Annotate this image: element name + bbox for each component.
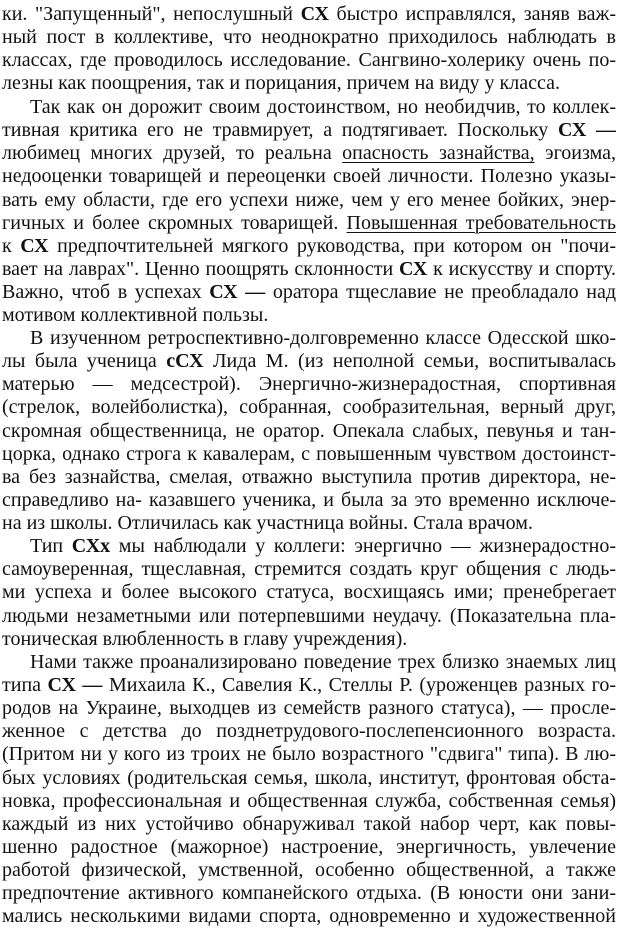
- text-line: новка, профессиональная и общественная служба, собственная семья): [2, 790, 616, 812]
- text-line: (Притом ни у кого из троих не было возрастного "сдвига" типа). В лю-: [2, 743, 616, 765]
- text-line: шенно радостное (мажорное) настроение, энергичность, увлечение: [2, 836, 616, 858]
- text-line: В изученном ретроспективно-долговременно классе Одесской шко-: [30, 327, 616, 349]
- text-line: цорка, однако строга к кавалерам, с повышенным чувством достоинст-: [2, 443, 616, 465]
- text-line: женное с детства до позднетрудового-послепенсионного возраста.: [2, 720, 616, 742]
- text-line: матерью — медсестрой). Энергично-жизнерадостная, спортивная: [2, 373, 616, 395]
- text-line: вает на лаврах". Ценно поощрять склонности СХ к искусству и спорту.: [2, 258, 616, 280]
- text-line: мотивом коллективной пользы.: [2, 304, 269, 326]
- text-line: работой физической, умственной, особенно общественной, а также: [2, 859, 616, 881]
- text-line: типа СХ — Михаила К., Савелия К., Стеллы Р. (уроженцев разных го-: [2, 674, 616, 696]
- text-line: лы была ученица сСХ Лида М. (из неполной семьи, воспитывалась: [2, 350, 616, 372]
- text-line: Нами также проанализировано поведение трех близко знаемых лиц: [30, 651, 616, 673]
- text-line: недооценки товарищей и переоценки своей личности. Полезно указы-: [2, 165, 616, 187]
- text-line: скромная общественница, не оратор. Опекала слабых, певунья и тан-: [2, 420, 616, 442]
- text-line: Так как он дорожит своим достоинством, но необидчив, то коллек-: [30, 96, 616, 118]
- text-line: каждый из них устойчиво обнаруживал такой набор черт, как повы-: [2, 813, 616, 835]
- text-line: тоническая влюбленность в главу учреждения).: [2, 628, 408, 650]
- text-line: бых условиях (родительская семья, школа, институт, фронтовая обста-: [2, 767, 616, 789]
- text-line: справедливо на- казавшего ученика, и была за это временно исключе-: [2, 489, 616, 511]
- text-line: вать ему области, где его успехи ниже, чем у его менее бойких, энер-: [2, 189, 616, 211]
- text-line: мались несколькими видами спорта, одновременно и художественной: [2, 905, 616, 927]
- text-line: на из школы. Отличилась как участница войны. Стала врачом.: [2, 512, 533, 534]
- text-line: предпочтение активного компанейского отдыха. (В юности они зани-: [2, 882, 616, 904]
- text-line: к СХ предпочтительней мягкого руководства, при котором он "почи-: [2, 235, 616, 257]
- text-line: ми успеха и более высокого статуса, восхищаясь ими; пренебрегает: [2, 581, 616, 603]
- text-line: гичных и более скромных товарищей. Повышенная требовательность: [2, 212, 616, 234]
- text-line: Тип СХх мы наблюдали у коллеги: энергично — жизнерадостно-: [30, 535, 616, 557]
- text-line: лезны как поощрения, так и порицания, причем на виду у класса.: [2, 72, 560, 94]
- text-line: Важно, чтоб в успехах СХ — оратора тщеславие не преобладало над: [2, 281, 616, 303]
- text-line: любимец многих друзей, то реальна опасность зазнайства, эгоизма,: [2, 142, 616, 164]
- document-page: [2, 0, 616, 928]
- text-line: самоуверенная, тщеславная, стремится создать круг общения с людь-: [2, 558, 616, 580]
- text-line: (стрелок, волейболистка), собранная, сообразительная, верный друг,: [2, 396, 616, 418]
- text-line: родов на Украине, выходцев из семейств разного статуса), — просле-: [2, 697, 616, 719]
- text-line: классах, где проводилось исследование. Сангвино-холерику очень по-: [2, 49, 616, 71]
- text-line: тивная критика его не травмирует, а подтягивает. Поскольку СХ —: [2, 119, 616, 141]
- text-line: ва без зазнайства, смелая, отважно выступила против директора, не-: [2, 466, 616, 488]
- text-line: ный пост в коллективе, что неоднократно приходилось наблюдать в: [2, 26, 616, 48]
- text-line: людьми незаметными или потерпевшими неудачу. (Показательна пла-: [2, 605, 616, 627]
- text-line: ки. "Запущенный", непослушный СХ быстро исправлялся, заняв важ-: [2, 3, 616, 25]
